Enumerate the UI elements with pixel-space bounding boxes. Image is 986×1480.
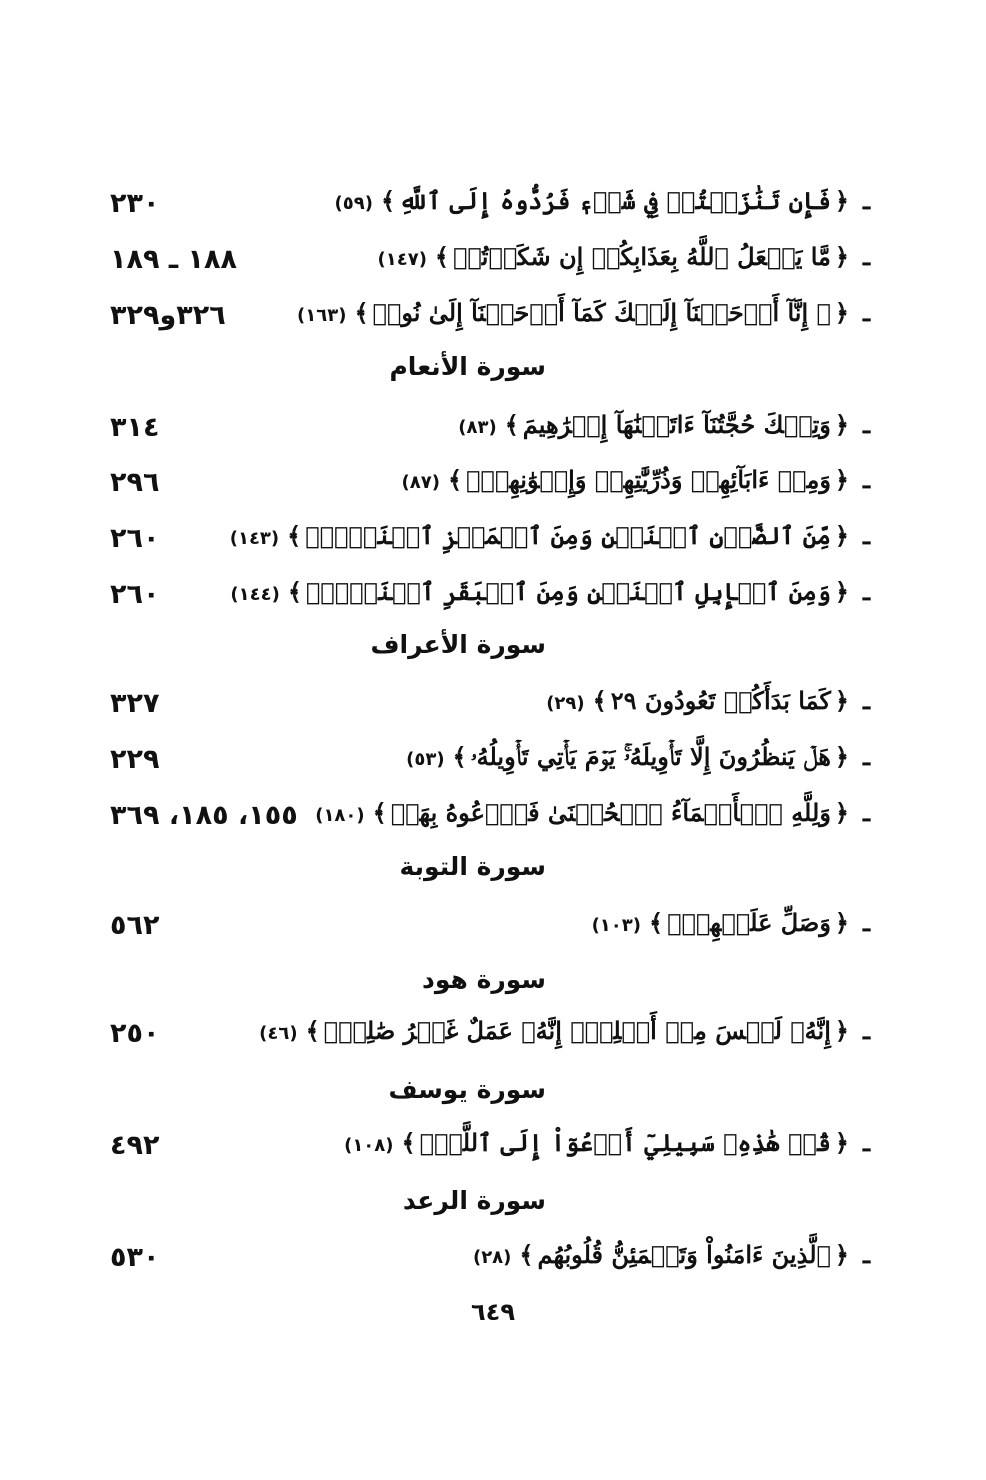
open-bracket: ﴿ bbox=[834, 298, 849, 327]
verse-quote bbox=[458, 410, 870, 439]
close-bracket: ﴾ bbox=[519, 1240, 534, 1269]
index-entry bbox=[100, 740, 870, 784]
entry-dash: ـ bbox=[862, 521, 870, 550]
surah-heading: سورة التوبة bbox=[399, 852, 546, 881]
ayah-number: (١٠٣) bbox=[591, 915, 641, 936]
page-refs: ١٥٥، ١٨٥، ٣٦٩ bbox=[110, 800, 298, 831]
verse-text: هَلۡ يَنظُرُونَ إِلَّا تَأۡوِيلَهُۥۚ يَوۡمَ يَأۡتِي تَأۡوِيلُهُۥ bbox=[470, 742, 831, 771]
open-bracket: ﴿ bbox=[834, 798, 849, 827]
close-bracket: ﴾ bbox=[380, 186, 396, 215]
close-bracket: ﴾ bbox=[447, 465, 463, 494]
verse-quote bbox=[402, 465, 870, 494]
index-entry bbox=[100, 575, 870, 619]
close-bracket: ﴾ bbox=[649, 908, 664, 937]
page-refs: ٢٦٠ bbox=[110, 523, 160, 554]
entry-dash: ـ bbox=[862, 186, 870, 215]
entry-dash: ـ bbox=[862, 1240, 870, 1269]
verse-quote bbox=[546, 686, 870, 715]
page-refs: ٢٩٦ bbox=[110, 467, 160, 498]
entry-dash: ـ bbox=[862, 410, 870, 439]
index-entry bbox=[100, 184, 870, 228]
entry-dash: ـ bbox=[862, 686, 870, 715]
page-refs: ٢٢٩ bbox=[110, 744, 160, 775]
ayah-number: (٥٩) bbox=[334, 193, 373, 214]
verse-text: وَمِنۡ ءَابَآئِهِمۡ وَذُرِّيَّٰتِهِمۡ وَإِخۡوَٰنِهِمۡۖ bbox=[466, 465, 831, 494]
verse-text: ۞ إِنَّآ أَوۡحَيۡنَآ إِلَيۡكَ كَمَآ أَوۡحَيۡنَآ إِلَىٰ نُوحٖ bbox=[372, 298, 831, 327]
ayah-number: (١٤٤) bbox=[230, 584, 280, 605]
open-bracket: ﴿ bbox=[834, 1240, 849, 1269]
verse-text: ٱلَّذِينَ ءَامَنُواْ وَتَطۡمَئِنُّ قُلُوبُهُم bbox=[537, 1240, 831, 1269]
entry-dash: ـ bbox=[862, 242, 870, 271]
verse-quote bbox=[315, 798, 870, 827]
ayah-number: (٨٣) bbox=[458, 417, 497, 438]
ayah-number: (١٨٠) bbox=[315, 805, 365, 826]
ayah-number: (٥٣) bbox=[406, 749, 445, 770]
open-bracket: ﴿ bbox=[834, 242, 849, 271]
close-bracket: ﴾ bbox=[452, 742, 467, 771]
ayah-number: (١٤٣) bbox=[229, 528, 280, 549]
verse-text: وَتِلۡكَ حُجَّتُنَآ ءَاتَيۡنَٰهَآ إِبۡرَٰهِيمَ bbox=[522, 410, 831, 439]
entry-dash: ـ bbox=[862, 798, 870, 827]
index-entry bbox=[100, 296, 870, 340]
close-bracket: ﴾ bbox=[287, 521, 302, 550]
entry-dash: ـ bbox=[862, 908, 870, 937]
page-refs: ١٨٨ ـ ١٨٩ bbox=[110, 244, 237, 275]
index-entry bbox=[100, 684, 870, 728]
verse-quote bbox=[592, 908, 870, 937]
close-bracket: ﴾ bbox=[372, 798, 387, 827]
open-bracket: ﴿ bbox=[834, 186, 849, 215]
entry-dash: ـ bbox=[862, 1016, 870, 1045]
close-bracket: ﴾ bbox=[401, 1128, 416, 1157]
index-entry bbox=[100, 240, 870, 284]
page-refs: ٤٩٢ bbox=[110, 1130, 160, 1161]
surah-heading: سورة الرعد bbox=[402, 1186, 546, 1215]
close-bracket: ﴾ bbox=[287, 577, 302, 606]
verse-text: مِّنَ ٱلضَّأۡنِ ٱثۡنَيۡنِ وَمِنَ ٱلۡمَعۡزِ ٱثۡنَيۡنِۗ bbox=[305, 521, 831, 550]
index-entry bbox=[100, 1238, 870, 1282]
verse-text: وَمِنَ ٱلۡإِبِلِ ٱثۡنَيۡنِ وَمِنَ ٱلۡبَقَرِ ٱثۡنَيۡنِۗ bbox=[305, 577, 831, 606]
index-entry bbox=[100, 1126, 870, 1170]
ayah-number: (٨٧) bbox=[401, 472, 440, 493]
close-bracket: ﴾ bbox=[504, 410, 519, 439]
verse-quote bbox=[230, 521, 870, 550]
open-bracket: ﴿ bbox=[834, 686, 849, 715]
verse-text: فَإِن تَنَٰزَعۡتُمۡ فِي شَيۡءٖ فَرُدُّوهُ إِلَى ٱللَّهِ bbox=[399, 186, 831, 215]
entry-dash: ـ bbox=[862, 298, 870, 327]
verse-quote bbox=[377, 242, 870, 271]
page-number: ٦٤٩ bbox=[471, 1298, 515, 1326]
page-refs: ٥٣٠ bbox=[110, 1242, 160, 1273]
verse-text: مَّا يَفۡعَلُ ٱللَّهُ بِعَذَابِكُمۡ إِن شَكَرۡتُمۡ bbox=[452, 242, 831, 271]
index-entry bbox=[100, 463, 870, 507]
entry-dash: ـ bbox=[862, 742, 870, 771]
verse-quote bbox=[473, 1240, 870, 1269]
close-bracket: ﴾ bbox=[434, 242, 449, 271]
index-entry bbox=[100, 1014, 870, 1058]
entry-dash: ـ bbox=[862, 465, 870, 494]
verse-quote bbox=[297, 298, 870, 327]
close-bracket: ﴾ bbox=[305, 1016, 320, 1045]
page-refs: ٣٢٧ bbox=[110, 688, 160, 719]
verse-quote bbox=[335, 186, 870, 215]
verse-text: وَصَلِّ عَلَيۡهِمۡۖ bbox=[667, 908, 831, 937]
open-bracket: ﴿ bbox=[834, 1128, 849, 1157]
verse-text: إِنَّهُۥ لَيۡسَ مِنۡ أَهۡلِكَۖ إِنَّهُۥ عَمَلٌ غَيۡرُ صَٰلِحٖۖ bbox=[323, 1016, 831, 1045]
ayah-number: (٢٩) bbox=[546, 693, 585, 714]
verse-quote bbox=[344, 1128, 870, 1157]
page-refs: ٢٦٠ bbox=[110, 579, 160, 610]
surah-heading: سورة هود bbox=[422, 965, 546, 994]
ayah-number: (٢٨) bbox=[472, 1247, 512, 1268]
ayah-number: (١٠٨) bbox=[344, 1135, 394, 1156]
open-bracket: ﴿ bbox=[834, 1016, 849, 1045]
verse-quote bbox=[230, 577, 870, 606]
verse-quote bbox=[406, 742, 870, 771]
close-bracket: ﴾ bbox=[592, 686, 607, 715]
open-bracket: ﴿ bbox=[834, 908, 849, 937]
page-refs: ٢٥٠ bbox=[110, 1018, 160, 1049]
surah-heading: سورة الأنعام bbox=[389, 352, 546, 381]
surah-heading: سورة يوسف bbox=[388, 1075, 546, 1104]
entry-dash: ـ bbox=[862, 1128, 870, 1157]
verse-text: قُلۡ هَٰذِهِۦ سَبِيلِيٓ أَدۡعُوٓاْ إِلَى ٱللَّهِۚ bbox=[419, 1128, 831, 1157]
open-bracket: ﴿ bbox=[834, 521, 849, 550]
open-bracket: ﴿ bbox=[834, 577, 849, 606]
ayah-number: (٤٦) bbox=[259, 1023, 298, 1044]
page-refs: ٥٦٢ bbox=[110, 910, 160, 941]
open-bracket: ﴿ bbox=[834, 465, 849, 494]
entry-dash: ـ bbox=[862, 577, 870, 606]
open-bracket: ﴿ bbox=[834, 410, 849, 439]
page-refs: ٣١٤ bbox=[110, 412, 160, 443]
page-refs: ٢٣٠ bbox=[110, 188, 160, 219]
page-refs: ٣٢٦و٣٢٩ bbox=[110, 300, 226, 331]
ayah-number: (١٦٣) bbox=[297, 305, 347, 326]
close-bracket: ﴾ bbox=[354, 298, 369, 327]
open-bracket: ﴿ bbox=[834, 742, 849, 771]
verse-quote bbox=[259, 1016, 870, 1045]
index-entry bbox=[100, 796, 870, 840]
ayah-number: (١٤٧) bbox=[377, 249, 427, 270]
verse-text: كَمَا بَدَأَكُمۡ تَعُودُونَ ٢٩ bbox=[610, 686, 831, 715]
index-entry bbox=[100, 408, 870, 452]
index-entry bbox=[100, 906, 870, 950]
verse-text: وَلِلَّهِ ٱلۡأَسۡمَآءُ ٱلۡحُسۡنَىٰ فَٱدۡعُوهُ بِهَاۖ bbox=[390, 798, 831, 827]
index-entry bbox=[100, 519, 870, 563]
surah-heading: سورة الأعراف bbox=[370, 630, 546, 659]
